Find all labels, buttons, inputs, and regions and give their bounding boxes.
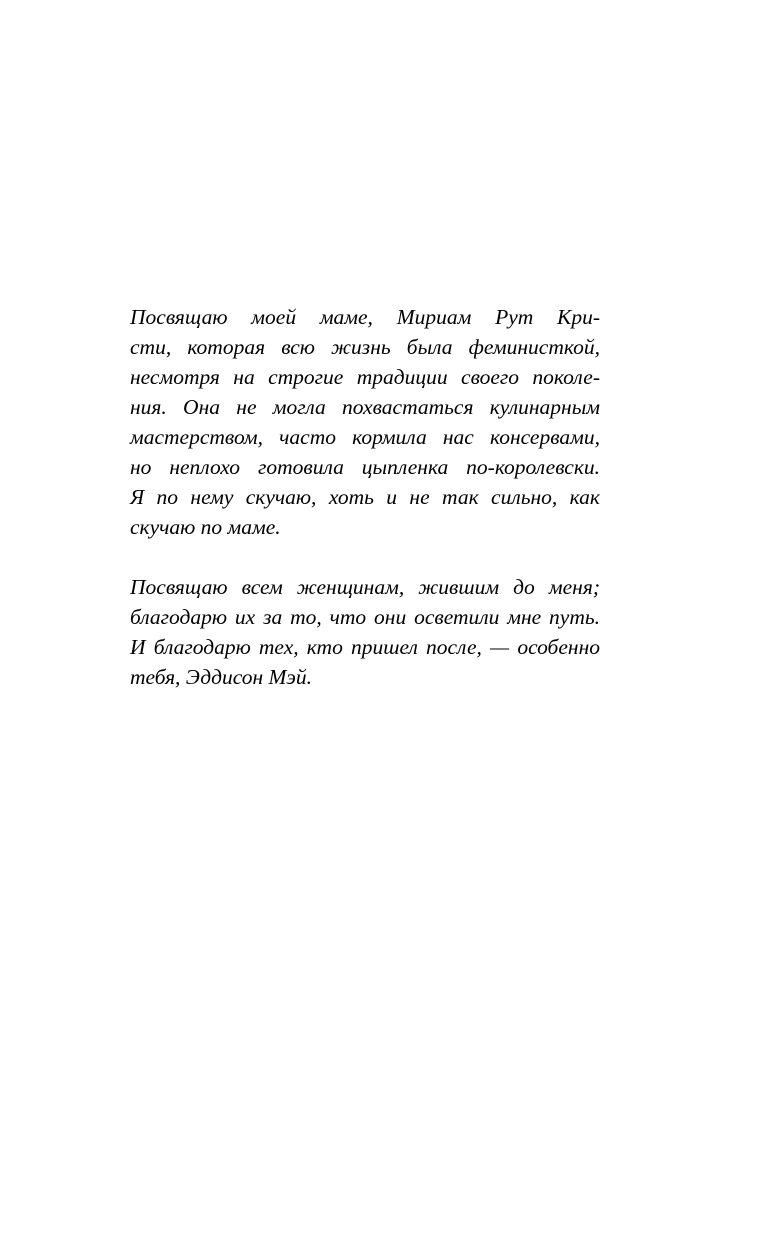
dedication-block <box>130 302 600 692</box>
text-line: ния. Она не могла похвастаться кулинарным <box>130 395 600 419</box>
text-line: скучаю по маме. <box>130 515 281 539</box>
text-line: сти, которая всю жизнь была феминисткой, <box>130 335 600 359</box>
text-line: но неплохо готовила цыпленка по-королевски. <box>130 455 600 479</box>
text-line: мастерством, часто кормила нас консервами, <box>130 425 600 449</box>
text-line: тебя, Эддисон Мэй. <box>130 665 313 689</box>
text-line: Посвящаю моей маме, Мириам Рут Кри- <box>130 305 600 329</box>
dedication-paragraph-mother <box>130 302 600 542</box>
text-line: Посвящаю всем женщинам, жившим до меня; <box>130 575 600 599</box>
text-line: несмотря на строгие традиции своего поколе- <box>130 365 600 389</box>
text-line: благодарю их за то, что они осветили мне путь. <box>130 605 600 629</box>
text-line: И благодарю тех, кто пришел после, — особенно <box>130 635 600 659</box>
text-line: Я по нему скучаю, хоть и не так сильно, как <box>130 485 600 509</box>
dedication-paragraph-women <box>130 572 600 692</box>
